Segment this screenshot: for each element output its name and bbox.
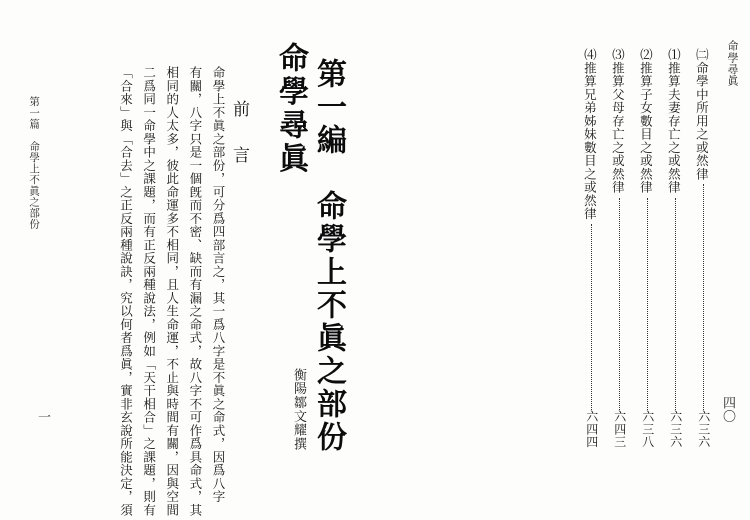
toc-leader-dots	[675, 198, 676, 410]
toc-entry-label: ㈡命學中所用之或然律	[694, 48, 710, 181]
book-title: 命學尋眞	[273, 42, 308, 177]
toc-entry[interactable]	[638, 48, 660, 448]
toc-entry[interactable]	[666, 48, 688, 448]
toc-entry[interactable]	[582, 48, 604, 448]
toc-leader-dots	[619, 198, 620, 410]
toc-entry-page: 六四四	[584, 409, 599, 448]
right-page	[545, 0, 750, 520]
left-page-footer: 第一篇 命學上不眞之部份	[28, 96, 41, 230]
preface-heading: 前 言	[229, 100, 249, 169]
toc-entry-page: 六三六	[668, 409, 683, 448]
toc-entry[interactable]	[694, 48, 716, 448]
toc-entry-label: ⑵推算子女數目之或然律	[638, 48, 654, 194]
toc-entry-label: ⑶推算父母存亡之或然律	[610, 48, 626, 194]
table-of-contents	[576, 48, 716, 468]
right-page-number: 四〇	[720, 396, 735, 424]
author-name: 衡陽鄒文耀撰	[291, 368, 306, 451]
preface-column: 「合來」與「合去」之正反兩種說訣，究以何者爲眞，實非玄說所能決定，須	[118, 66, 134, 517]
preface-body	[109, 66, 226, 517]
right-page-header: 命學尋眞	[726, 40, 739, 87]
toc-entry[interactable]	[610, 48, 632, 448]
part-title: 第一編 命學上不眞之部份	[311, 58, 346, 454]
preface-column: 相同的人太多，彼此命運多不相同，且人生命運，不止與時間有關，因與空間	[164, 66, 180, 517]
toc-entry-page: 六三六	[696, 409, 711, 448]
toc-entry-page: 六三八	[640, 409, 655, 448]
left-page-number: 一	[34, 410, 50, 424]
preface-column: 二爲同一命學中之課題，而有正反兩種說法，例如「天干相合」之課題，則有	[141, 66, 157, 517]
toc-entry-page: 六四三	[612, 409, 627, 448]
toc-leader-dots	[647, 198, 648, 410]
preface-column: 有關，八字只是一個旣而不密、缺而有漏之命式，故八字不可作爲具命式，其	[187, 66, 203, 517]
preface-column: 命學上不眞之部份，可分爲四部言之，其一爲八字是不眞之命式，因爲八字	[211, 66, 226, 504]
toc-leader-dots	[591, 224, 592, 410]
toc-leader-dots	[703, 184, 704, 410]
toc-entry-label: ⑷推算兄弟姊妹數目之或然律	[582, 48, 598, 221]
toc-entry-label: ⑴推算夫妻存亡之或然律	[666, 48, 682, 194]
